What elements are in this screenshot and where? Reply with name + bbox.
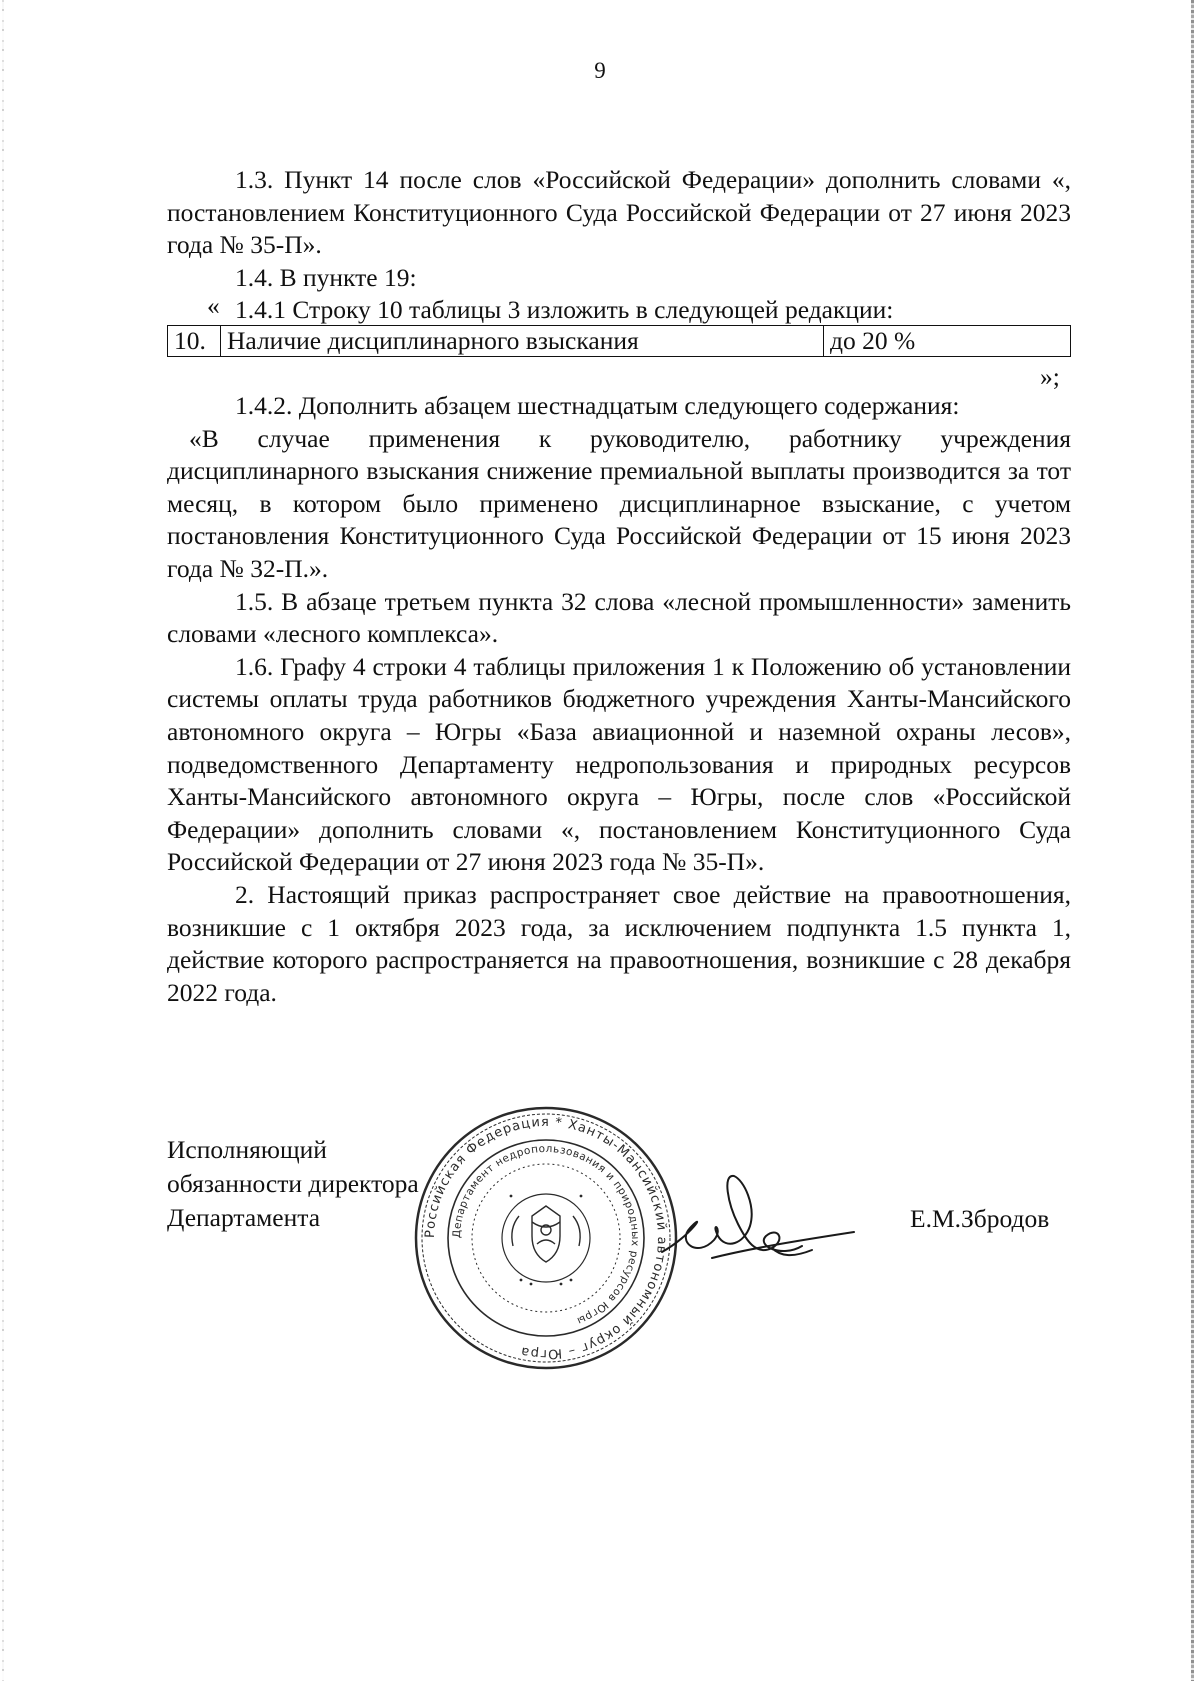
- paragraph-1-4-1: 1.4.1 Строку 10 таблицы 3 изложить в следующей редакции:: [235, 295, 894, 325]
- row-value-cell: до 20 %: [824, 326, 1071, 357]
- closing-quote: »;: [1040, 362, 1060, 391]
- paragraph-quoted-insert: «В случае применения к руководителю, работнику учреждения дисциплинарного взыскания снижение премиальной выплаты производится за тот месяц, в котором было применено дисциплинарное взыскание, с учетом постановления Конституционного Суда Российской Федерации от 15 июня 2023 года № 32-П.».: [167, 423, 1071, 583]
- scan-edge-right: [1191, 0, 1194, 1681]
- row-number-cell: 10.: [168, 326, 221, 357]
- table-row: [168, 326, 1071, 357]
- page-number: 9: [594, 58, 606, 83]
- scan-edge-left: [2, 0, 4, 1681]
- paragraph-1-4-2: 1.4.2. Дополнить абзацем шестнадцатым следующего содержания:: [235, 391, 960, 420]
- paragraph-2: 2. Настоящий приказ распространяет свое действие на правоотношения, возникшие с 1 октября 2023 года, за исключением подпункта 1.5 пункта 1, действие которого распространяется на правоотношения, возникшие с 28 декабря 2022 года.: [167, 879, 1071, 1007]
- seal-inner-text: Департамент недропользования и природных ресурсов Югры: [450, 1142, 642, 1327]
- paragraph-1-6: 1.6. Графу 4 строки 4 таблицы приложения 1 к Положению об установлении системы оплаты труда работников бюджетного учреждения Ханты-Мансийского автономного округа – Югры «База авиационной и наземной охраны лесов», подведомственного Департаменту недропользования и природных ресурсов Ханты-Мансийского автономного округа – Югры, после слов «Российской Федерации» дополнить словами «, постановлением Конституционного Суда Российской Федерации от 27 июня 2023 года № 35-П».: [167, 651, 1071, 877]
- signer-title-line: Исполняющий: [167, 1135, 327, 1164]
- paragraph-1-5: 1.5. В абзаце третьем пункта 32 слова «лесной промышленности» заменить словами «лесного комплекса».: [167, 586, 1071, 649]
- signer-name: Е.М.Збродов: [910, 1204, 1050, 1233]
- text-block-bottom: [167, 390, 1071, 1009]
- paragraph-1-4: 1.4. В пункте 19:: [235, 262, 417, 292]
- signer-title-line: Департамента: [167, 1203, 321, 1232]
- signer-title: [167, 1133, 419, 1235]
- row-name-cell: Наличие дисциплинарного взыскания: [221, 326, 824, 357]
- official-seal-icon: [411, 1104, 681, 1372]
- seal-outer-text: Российская Федерация * Ханты-Мансийский автономный округ – Югра: [422, 1114, 670, 1362]
- text-block-top: [167, 164, 1071, 327]
- handwritten-signature-icon: [652, 1140, 857, 1280]
- opening-quote: «: [207, 291, 220, 320]
- paragraph-1-3: 1.3. Пункт 14 после слов «Российской Федерации» дополнить словами «, постановлением Конституционного Суда Российской Федерации от 27 июня 2023 года № 35-П».: [167, 165, 1071, 260]
- signer-title-line: обязанности директора: [167, 1169, 419, 1198]
- table-row-replacement: [167, 325, 1071, 357]
